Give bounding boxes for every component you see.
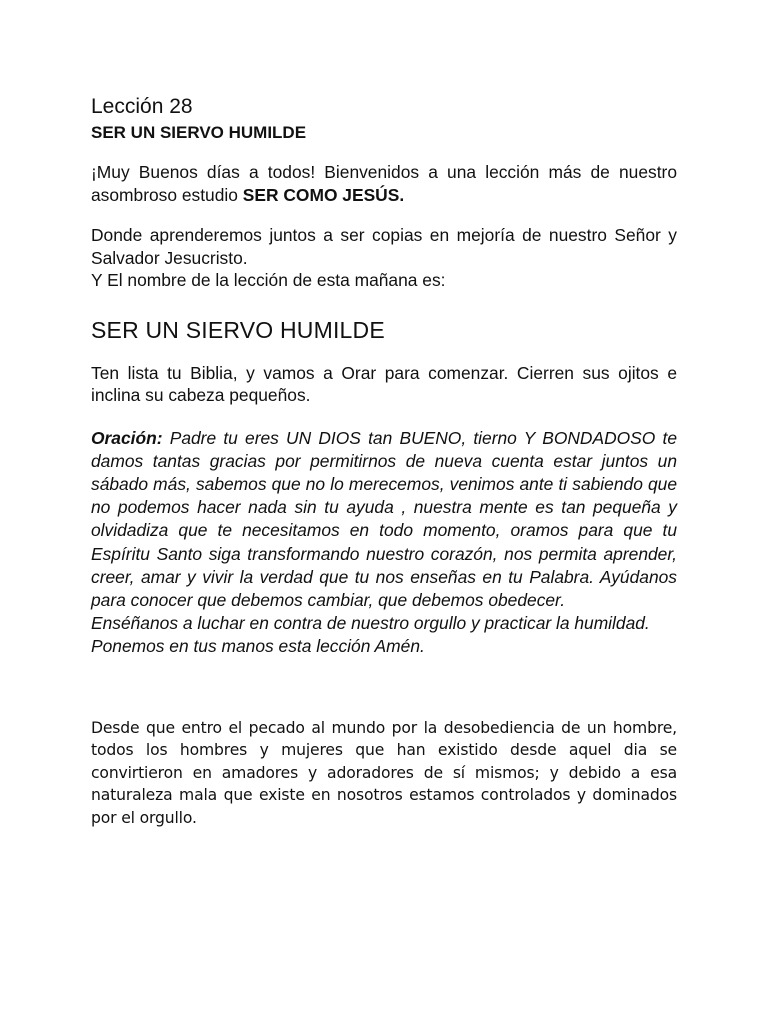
intro-paragraph [91, 161, 677, 206]
document-content [91, 94, 677, 830]
study-name: SER COMO JESÚS. [242, 184, 405, 205]
prayer-body: Padre tu eres UN DIOS tan BUENO, tierno Y BONDADOSO te damos tantas gracias por permitirnos de nueva cuenta estar juntos un sábado más, sabemos que no lo merecemos, venimos ante ti sabiendo que no podemos hacer nada sin tu ayuda , nuestra mente es tan pequeña y olvidadiza que te necesitamos en todo momento, oramos para que tu Espíritu Santo siga transformando nuestro corazón, nos permita aprender, creer, amar y vivir la verdad que tu nos enseñas en tu Palabra. Ayúdanos para conocer que debemos cambiar, que debemos obedecer. [91, 427, 677, 610]
lesson-title: SER UN SIERVO HUMILDE [91, 316, 385, 343]
purpose-line-1: Donde aprenderemos juntos a ser copias en mejoría de nuestro Señor y Salvador Jesucristo. [91, 225, 677, 268]
prayer-main [91, 427, 677, 613]
lesson-subtitle: SER UN SIERVO HUMILDE [91, 123, 307, 142]
purpose-line-2: Y El nombre de la lección de esta mañana es: [91, 270, 446, 290]
intro-greeting-text: ¡Muy Buenos días a todos! Bienvenidos a una lección más de nuestro asombroso estudio [91, 162, 677, 205]
prayer-line-2: Enséñanos a luchar en contra de nuestro orgullo y practicar la humildad. [91, 613, 650, 634]
purpose-paragraph [91, 224, 677, 292]
lesson-number-heading: Lección 28 [91, 95, 193, 118]
prayer-line-3: Ponemos en tus manos esta lección Amén. [91, 636, 425, 657]
instructions-paragraph: Ten lista tu Biblia, y vamos a Orar para comenzar. Cierren sus ojitos e inclina su cabeza pequeños. [91, 362, 677, 405]
prayer-label: Oración: [91, 427, 163, 448]
closing-paragraph: Desde que entro el pecado al mundo por la desobediencia de un hombre, todos los hombres y mujeres que han existido desde aquel dia se convirtieron en amadores y adoradores de sí mismos; y debido a esa naturaleza mala que existe en nosotros estamos controlados y dominados por el orgullo. [91, 718, 677, 827]
prayer-paragraph [91, 427, 677, 659]
